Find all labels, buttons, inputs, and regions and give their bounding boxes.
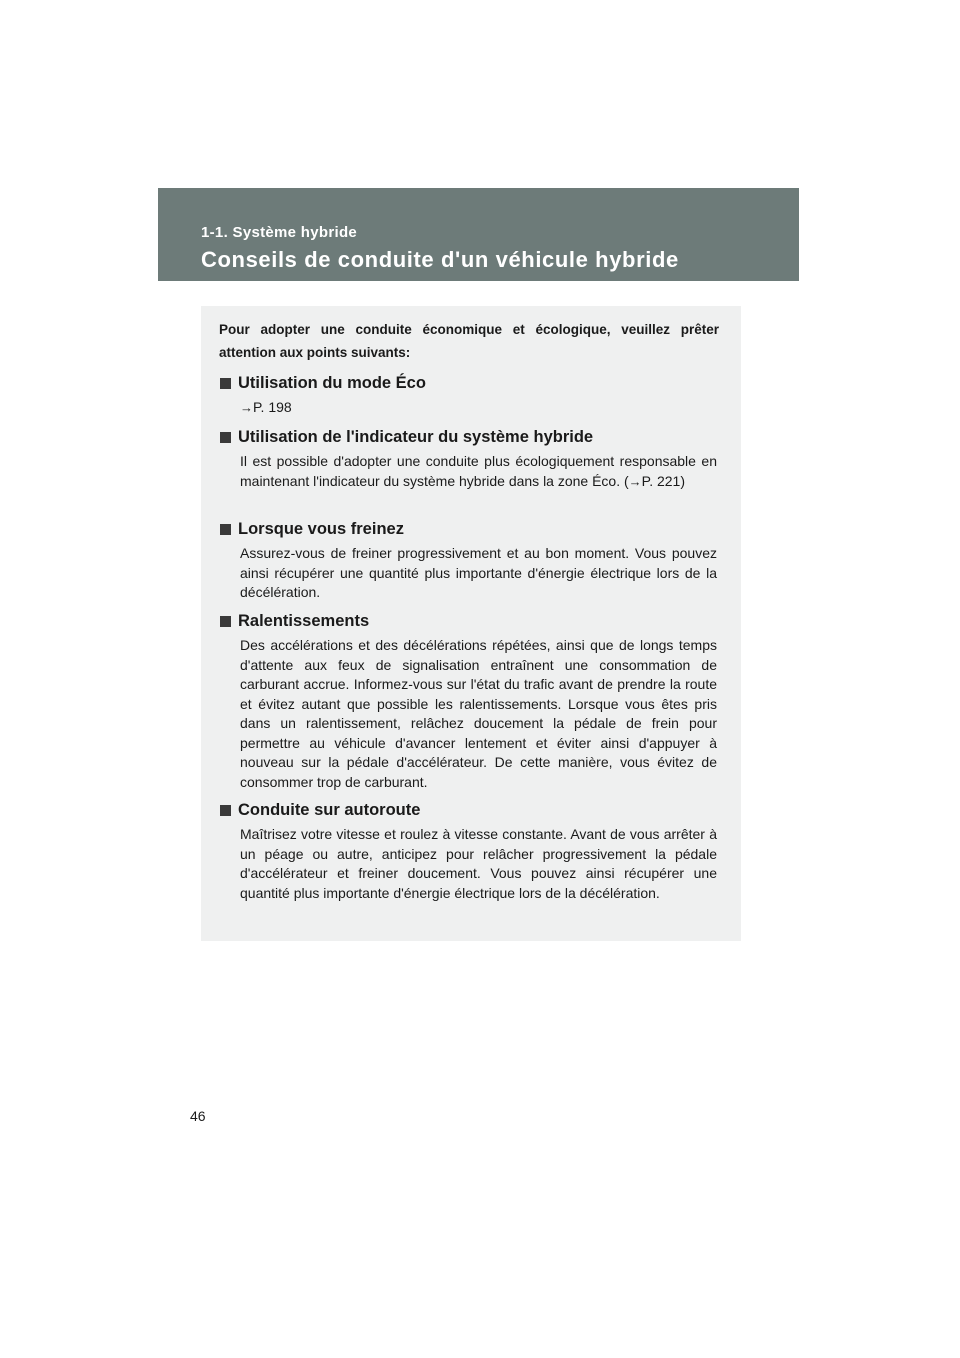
section-label: 1-1. Système hybride [201, 224, 358, 241]
section-body: Maîtrisez votre vitesse et roulez à vitesse constante. Avant de vous arrêter à un péage ou autre, anticipez pour relâcher progressivement la pédale d'accélérateur et freiner doucement. Vous pouvez ainsi récupérer une quantité plus importante d'énergie électrique lors de la décélération. [240, 826, 717, 901]
section-eco-mode [220, 372, 720, 418]
section-title: Conduite sur autoroute [238, 800, 421, 819]
square-bullet-icon [220, 616, 231, 627]
square-bullet-icon [220, 378, 231, 389]
section-body [240, 398, 717, 418]
page-title: Conseils de conduite d'un véhicule hybride [201, 247, 679, 272]
page-reference-link[interactable]: P. 221 [641, 472, 681, 489]
content-panel [201, 306, 741, 941]
section-highway [220, 799, 720, 903]
page-number: 46 [190, 1108, 206, 1124]
chapter-header [158, 188, 799, 281]
section-traffic-jams [220, 610, 720, 792]
section-title: Utilisation de l'indicateur du système hybride [238, 427, 594, 446]
square-bullet-icon [220, 432, 231, 443]
section-braking [220, 518, 720, 603]
square-bullet-icon [220, 524, 231, 535]
section-body: Il est possible d'adopter une conduite plus écologiquement responsable en maintenant l'indicateur du système hybride dans la zone Éco. (→P. 221) [240, 453, 717, 489]
section-body: Des accélérations et des décélérations répétées, ainsi que de longs temps d'attente aux feux de signalisation entraînent une consommation de carburant accrue. Informez-vous sur l'état du trafic avant de prendre la route et évitez autant que possible les ralentissements. Lorsque vous êtes pris dans un ralentissement, relâchez doucement la pédale de frein pour permettre au véhicule d'avancer lentement et éviter ainsi d'appuyer à nouveau sur la pédale d'accélérateur. De cette manière, vous évitez de consommer trop de carburant. [240, 637, 717, 790]
square-bullet-icon [220, 805, 231, 816]
page-reference-link[interactable]: P. 198 [253, 399, 292, 415]
arrow-icon: → [240, 400, 253, 415]
intro-text: Pour adopter une conduite économique et écologique, veuillez prêter attention aux points suivants: [219, 322, 719, 360]
section-hybrid-indicator [220, 426, 720, 491]
section-title: Lorsque vous freinez [238, 519, 404, 538]
section-body: Assurez-vous de freiner progressivement et au bon moment. Vous pouvez ainsi récupérer une quantité plus importante d'énergie électrique lors de la décélération. [240, 545, 717, 600]
section-title: Ralentissements [238, 611, 370, 630]
section-title: Utilisation du mode Éco [238, 373, 426, 392]
arrow-icon: → [628, 473, 642, 489]
